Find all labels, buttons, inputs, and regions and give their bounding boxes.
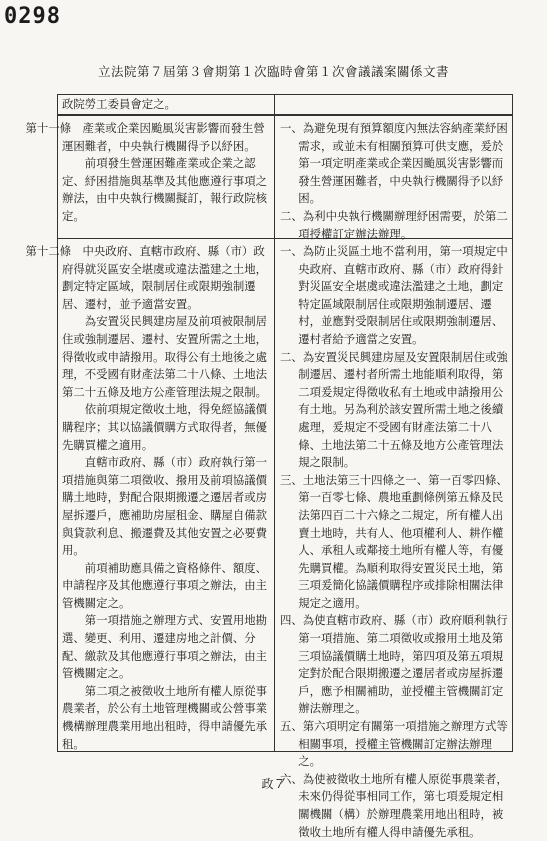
article-12-para-3: 依前項規定徵收土地，得免經協議價購程序；其以協議價購方式取得者，無優先購買權之適用。	[62, 402, 268, 452]
article-12-para-7: 第二項之被徵收土地所有權人原從事農業者，於公有土地管理機關或公營事業機構辦理農業用地出租時，得申請優先承租。	[62, 683, 268, 751]
article-11-para-1: 第十一條 產業或企業因颱風災害影響而發生營運困難者，中央執行機關得予以紓困。	[25, 121, 265, 153]
article-12-note-4: 四、為使直轄市政府、縣（市）政府順利執行第一項措施、第二項徵收或撥用土地及第三項協議價購土地時，第四項及第五項規定對於配合限期搬遷之遷居者或房屋拆遷戶，應予相關補助，並授權主管機關訂定辦法辦理之。	[280, 613, 508, 716]
article-11-text	[25, 120, 269, 226]
column-divider	[274, 94, 275, 752]
page-footer: 政７	[261, 777, 286, 791]
article-12-explanation	[280, 243, 508, 841]
page-number: 0298	[4, 4, 61, 29]
article-12-para-5: 前項補助應具備之資格條件、額度、申請程序及其他應遵行事項之辦法，由主管機關定之。	[62, 560, 268, 610]
article-12-note-1: 一、為防止災區土地不當利用，第一項規定中央政府、直轄市政府、縣（市）政府得針對災區安全堪虞或違法濫建之土地，劃定特定區域限制居住或限期強制遷居、遷村，並應對受限制居住或限期強制遷居、遷村者給予適當之安置。	[280, 244, 508, 346]
article-12-note-5: 五、第六項明定有關第一項措施之辦理方式等相關事項，授權主管機關訂定辦法辦理之。	[280, 719, 508, 769]
document-header: 立法院第７屆第３會期第１次臨時會第１次會議議案關係文書	[97, 64, 449, 79]
article-11-note-2: 二、為利中央執行機關辦理紓困需要，於第二項授權訂定辦法辦理。	[280, 208, 508, 241]
article-12-note-6: 六、為使被徵收土地所有權人原從事農業者，未來仍得從事相同工作，第七項爰規定相關機關（構）於辦理農業用地出租時，被徵收土地所有權人得申請優先承租。	[280, 771, 508, 839]
article-12-para-2: 為安置災民興建房屋及前項被限制居住或強制遷居、遷村、安置所需之土地，得徵收或申請撥用。取得公有土地後之處理，不受國有財產法第二十八條、土地法第二十五條及地方公產管理法規之限制。	[62, 314, 268, 399]
article-12-para-4: 直轄市政府、縣（市）政府執行第一項措施與第二項徵收、撥用及前項協議價購土地時，對配合限期搬遷之遷居者或房屋拆遷戶，應補助房屋租金、購屋自備款與貸款利息、搬遷費及其他安置之必要費用。	[62, 455, 268, 558]
top-row-left-text: 政院勞工委員會定之。	[62, 97, 176, 111]
article-11-para-2: 前項發生營運困難產業或企業之認定、紓困措施與基準及其他應遵行事項之辦法，由中央執行機關擬訂，報行政院核定。	[62, 156, 268, 223]
article-11-explanation	[280, 120, 508, 243]
article-12-para-6: 第一項措施之辦理方式、安置用地勘選、變更、利用、遷建房地之計價、分配、繳款及其他應遵行事項之辦法，由主管機關定之。	[62, 613, 268, 681]
top-row-left	[62, 96, 269, 114]
article-12-note-3: 三、土地法第三十四條之一、第一百零四條、第一百零七條、農地重劃條例第五條及民法第四百二十六條之二規定，所有權人出賣土地時，共有人、他項權利人、耕作權人、承租人或鄰接土地所有權人等，有優先購買權。為順利取得安置災民土地，第三項爰簡化協議價購程序或排除相關法律規定之適用。	[280, 472, 508, 610]
article-12-text	[25, 243, 269, 753]
row-divider-1-double	[57, 114, 513, 116]
article-11-note-1: 一、為避免現有預算額度內無法容納產業紓困需求，或並未有相關預算可供支應，爰於第一項定明產業或企業因颱風災害影響而發生營運困難者，中央執行機關得予以紓困。	[280, 121, 508, 206]
article-12-note-2: 二、為安置災民興建房屋及安置限制居住或強制遷居、遷村者所需土地能順利取得，第二項爰規定得徵收私有土地或申請撥用公有土地。另為利於該安置所需土地之後續處理，爰規定不受國有財產法第二十八條、土地法第二十五條及地方公產管理法規之限制。	[280, 349, 508, 470]
article-12-para-1: 第十二條 中央政府、直轄市政府、縣（市）政府得就災區安全堪虞或違法濫建之土地，劃定特定區域，限制居住或限期強制遷居、遷村，並予適當安置。	[25, 244, 268, 311]
